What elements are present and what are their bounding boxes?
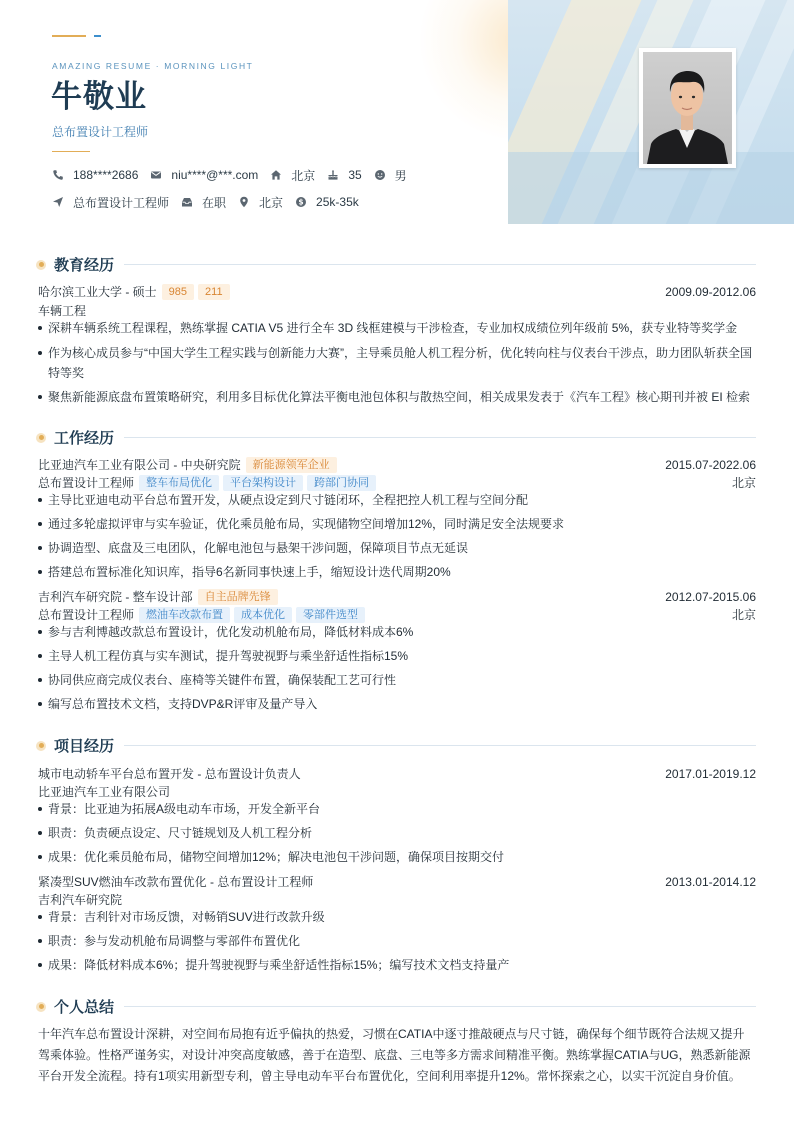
section-dot-icon (36, 433, 46, 443)
age-text: 35 (348, 168, 362, 182)
job-role: 总布置设计工程师 (38, 608, 135, 622)
project-title-row (38, 873, 756, 890)
intent-salary-item (295, 194, 359, 210)
section-education (36, 254, 756, 275)
school-tag: 985 (162, 284, 194, 300)
education-date: 2009.09-2012.06 (665, 284, 756, 299)
list-item: 成果：优化乘员舱布局，储物空间增加12%；解决电池包干涉问题，确保项目按期交付 (38, 847, 756, 867)
company-name: 比亚迪汽车工业有限公司 - 中央研究院 (38, 458, 241, 472)
email-item (150, 167, 258, 183)
section-heading: 工作经历 (54, 430, 115, 447)
project-org: 比亚迪汽车工业有限公司 (38, 785, 171, 799)
list-item: 背景：比亚迪为拓展A级电动车市场，开发全新平台 (38, 799, 756, 819)
age-item (327, 167, 361, 183)
intent-position-item (52, 194, 169, 210)
skill-tag: 零部件选型 (296, 607, 365, 623)
skill-tag: 跨部门协同 (307, 475, 376, 491)
section-summary (36, 996, 756, 1017)
project-name: 城市电动轿车平台总布置开发 - 总布置设计负责人 (38, 767, 301, 781)
project-date: 2017.01-2019.12 (665, 766, 756, 781)
company-name: 吉利汽车研究院 - 整车设计部 (38, 590, 193, 604)
send-icon (52, 196, 64, 208)
section-work (36, 427, 756, 448)
phone-icon (52, 169, 64, 181)
profile-photo (639, 48, 736, 168)
email-text: niu****@***.com (171, 168, 259, 182)
school-name: 哈尔滨工业大学 - 硕士 (38, 285, 157, 299)
company-tag: 自主品牌先锋 (198, 589, 278, 605)
list-item: 深耕车辆系统工程课程，熟练掌握 CATIA V5 进行全车 3D 线框建模与干涉检查，专业加权成绩位列年级前 5%，获专业特等奖学金 (38, 318, 756, 338)
section-dot-icon (36, 260, 46, 270)
intent-status-text: 在职 (202, 195, 227, 210)
school-tag: 211 (198, 284, 230, 300)
job-company-row (38, 456, 756, 473)
section-divider (124, 1006, 756, 1007)
job-city: 北京 (731, 476, 756, 490)
list-item: 协调造型、底盘及三电团队，化解电池包与悬架干涉问题，保障项目节点无延误 (38, 538, 756, 558)
section-divider (124, 745, 756, 746)
intent-city-text: 北京 (259, 195, 284, 210)
job-intent-row (52, 194, 371, 210)
section-projects (36, 735, 756, 756)
major-text: 车辆工程 (38, 304, 87, 318)
skill-tag: 燃油车改款布置 (139, 607, 230, 623)
section-heading: 教育经历 (54, 257, 115, 274)
list-item: 协同供应商完成仪表台、座椅等关键件布置，确保装配工艺可行性 (38, 670, 756, 690)
contact-row (52, 167, 419, 183)
section-divider (124, 264, 756, 265)
project-org-row (38, 891, 756, 908)
header-tagline: AMAZING RESUME · MORNING LIGHT (52, 61, 254, 71)
section-dot-icon (36, 741, 46, 751)
job-company-row (38, 588, 756, 605)
section-heading: 项目经历 (54, 738, 115, 755)
company-tag: 新能源领军企业 (246, 457, 337, 473)
list-item: 成果：降低材料成本6%；提升驾驶视野与乘坐舒适性指标15%；编写技术文档支持量产 (38, 955, 756, 975)
skill-tag: 成本优化 (234, 607, 292, 623)
mail-icon (150, 169, 162, 181)
portrait-image (643, 52, 732, 164)
location-pin-icon (238, 196, 250, 208)
list-item: 职责：负责硬点设定、尺寸链规划及人机工程分析 (38, 823, 756, 843)
name-underline (52, 151, 90, 152)
education-row (38, 283, 756, 300)
list-item: 通过多轮虚拟评审与实车验证，优化乘员舱布局，实现储物空间增加12%，同时满足安全法规要求 (38, 514, 756, 534)
intent-salary-text: 25k-35k (316, 195, 359, 209)
project-org-row (38, 783, 756, 800)
list-item: 主导人机工程仿真与实车测试，提升驾驶视野与乘坐舒适性指标15% (38, 646, 756, 666)
job-city: 北京 (731, 608, 756, 622)
inbox-icon (181, 196, 193, 208)
candidate-title: 总布置设计工程师 (52, 125, 149, 139)
list-item: 职责：参与发动机舱布局调整与零部件布置优化 (38, 931, 756, 951)
skill-tag: 平台架构设计 (223, 475, 303, 491)
list-item: 聚焦新能源底盘布置策略研究，利用多目标优化算法平衡电池包体积与散热空间，相关成果发表于《汽车工程》核心期刊并被 EI 检索 (38, 387, 756, 407)
intent-status-item (181, 194, 226, 210)
project-org: 吉利汽车研究院 (38, 893, 123, 907)
list-item: 主导比亚迪电动平台总布置开发，从硬点设定到尺寸链闭环，全程把控人机工程与空间分配 (38, 490, 756, 510)
skill-tag: 整车布局优化 (139, 475, 219, 491)
phone-item (52, 167, 138, 183)
summary-text: 十年汽车总布置设计深耕，对空间布局抱有近乎偏执的热爱，习惯在CATIA中逐寸推敲硬点与尺寸链，确保每个细节既符合法规又提升驾乘体验。性格严谨务实，对设计冲突高度敏感，善于在造型、底盘、三电等多方需求间精准平衡。熟练掌握CATIA与UG，熟悉新能源平台开发全流程。持有1项实用新型专利，曾主导电动车平台布置优化，空间利用率提升12%。常怀探索之心，以实干沉淀自身价值。 (38, 1027, 751, 1083)
home-icon (270, 169, 282, 181)
job-date: 2012.07-2015.06 (665, 589, 756, 604)
section-divider (124, 437, 756, 438)
svg-text:$: $ (298, 197, 304, 207)
job-date: 2015.07-2022.06 (665, 457, 756, 472)
intent-city-item (238, 194, 283, 210)
city-item (270, 167, 315, 183)
list-item: 编写总布置技术文档，支持DVP&R评审及量产导入 (38, 694, 756, 714)
job-role-row (38, 474, 756, 491)
money-icon (295, 196, 307, 208)
project-title-row (38, 765, 756, 782)
job-role-row (38, 606, 756, 623)
city-text: 北京 (291, 168, 316, 183)
cake-icon (327, 169, 339, 181)
phone-text: 188****2686 (73, 168, 139, 182)
major-row (38, 302, 756, 319)
gender-item (374, 167, 407, 183)
list-item: 搭建总布置标准化知识库，指导6名新同事快速上手，缩短设计迭代周期20% (38, 562, 756, 582)
list-item: 作为核心成员参与“中国大学生工程实践与创新能力大赛”，主导乘员舱人机工程分析，优化转向柱与仪表台干涉点，助力团队斩获全国特等奖 (38, 343, 756, 383)
face-icon (374, 169, 386, 181)
job-role: 总布置设计工程师 (38, 476, 135, 490)
section-heading: 个人总结 (54, 999, 115, 1016)
list-item: 参与吉利博越改款总布置设计，优化发动机舱布局，降低材料成本6% (38, 622, 756, 642)
section-dot-icon (36, 1002, 46, 1012)
intent-position-text: 总布置设计工程师 (73, 195, 170, 210)
gender-text: 男 (394, 168, 407, 183)
project-date: 2013.01-2014.12 (665, 874, 756, 889)
list-item: 背景：吉利针对市场反馈，对畅销SUV进行改款升级 (38, 907, 756, 927)
project-name: 紧凑型SUV燃油车改款布置优化 - 总布置设计工程师 (38, 875, 314, 889)
candidate-name: 牛敬业 (51, 79, 147, 114)
